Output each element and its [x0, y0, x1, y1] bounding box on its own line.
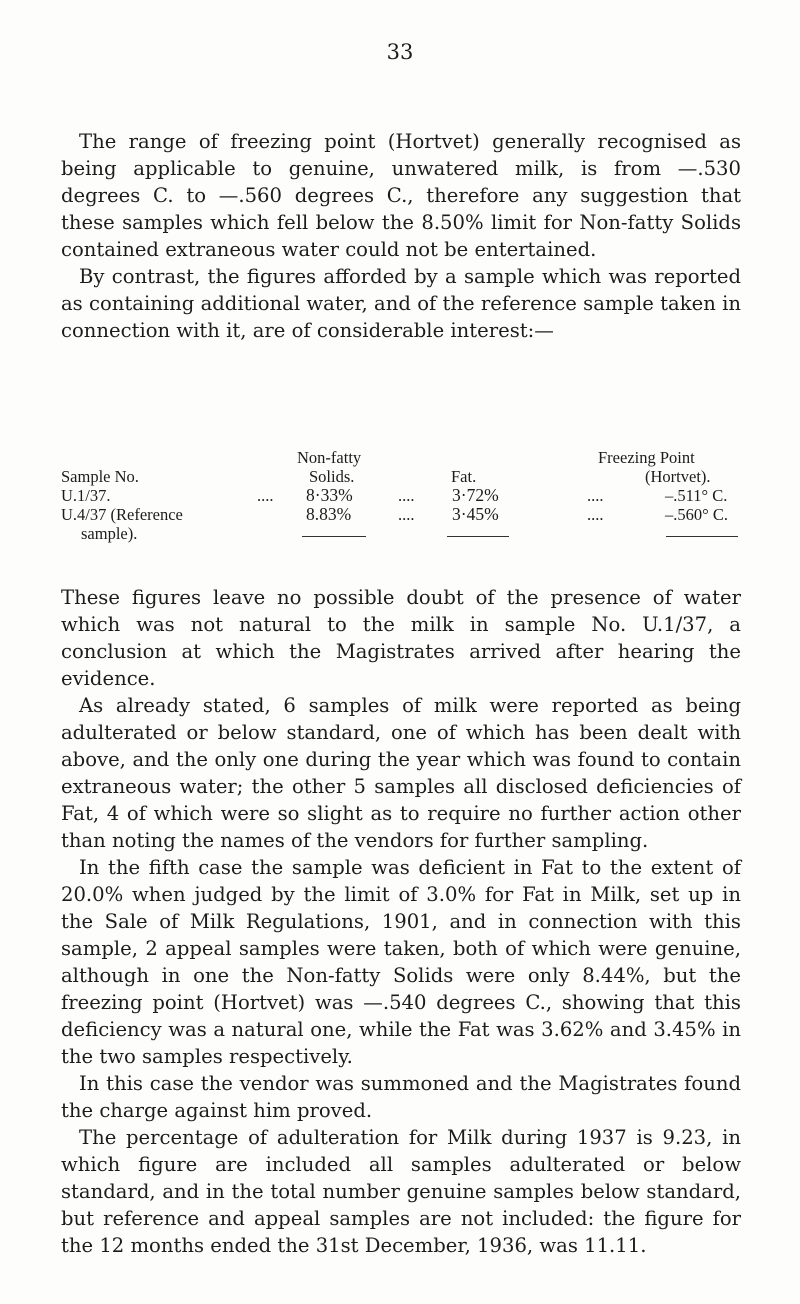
- row2-leader-fat: ....: [398, 505, 415, 524]
- paragraph-fifth-case: In the fifth case the sample was deficient in Fat to the extent of 20.0% when judged by the limit of 3.0% for Fat in Milk, set up in the Sale of Milk Regulations, 1901, and in connection with this sample, 2 appeal samples were taken, both of which were genuine, although in one the Non-fatty Solids were only 8.44%, but the freezing point (Hortvet) was —.540 degrees C., showing that this deficiency was a natural one, while the Fat was 3.62% and 3.45% in the two samples respectively.: [61, 856, 741, 1068]
- row2-freezing: –.560° C.: [665, 505, 728, 524]
- row1-leader-fat: ....: [398, 486, 415, 505]
- row1-sample: U.1/37.: [61, 486, 111, 505]
- paragraph-vendor-summoned: In this case the vendor was summoned and the Magistrates found the charge against him proved.: [61, 1072, 741, 1122]
- main-text: [61, 584, 741, 1259]
- paragraph-percentage: The percentage of adulteration for Milk during 1937 is 9.23, in which figure are included all samples adulterated or below standard, and in the total number genuine samples below standard, but reference and appeal samples are not included: the figure for the 12 months ended the 31st December, 1936, was 11.11.: [61, 1126, 741, 1257]
- row2-sample: U.4/37 (Reference: [61, 505, 183, 524]
- page-number: 33: [386, 40, 414, 64]
- rule-freezing: [666, 536, 738, 537]
- row2-nonfatty: 8.83%: [306, 504, 352, 524]
- header-sample-no: Sample No.: [61, 467, 139, 486]
- paragraph-already-stated: As already stated, 6 samples of milk were reported as being adulterated or below standard, one of which has been dealt with above, and the only one during the year which was found to contain extraneous water; the other 5 samples all disclosed deficiencies of Fat, 4 of which were so slight as to require no further action other than noting the names of the vendors for further sampling.: [61, 694, 741, 852]
- row1-fat: 3·72%: [452, 485, 499, 505]
- paragraph-these-figures: These figures leave no possible doubt of the presence of water which was not natural to the milk in sample No. U.1/37, a conclusion at which the Magistrates arrived after hearing the evidence.: [61, 586, 741, 690]
- sample-table: [61, 448, 743, 588]
- header-nonfatty-line2: Solids.: [309, 467, 355, 486]
- row1-leader-freezing: ....: [587, 486, 604, 505]
- row2-fat: 3·45%: [452, 504, 499, 524]
- paragraph-freezing-range: The range of freezing point (Hortvet) generally recognised as being applicable to genuine, unwatered milk, is from —.530 degrees C. to —.560 degrees C., therefore any suggestion that these samples which fell below the 8.50% limit for Non-fatty Solids contained extraneous water could not be entertained.: [61, 130, 741, 261]
- row1-nonfatty: 8·33%: [306, 485, 353, 505]
- header-nonfatty-line1: Non-fatty: [297, 448, 362, 467]
- intro-text: [61, 128, 741, 344]
- row1-freezing: –.511° C.: [665, 486, 728, 505]
- header-freezing-line1: Freezing Point: [598, 448, 695, 467]
- header-fat: Fat.: [451, 467, 477, 486]
- paragraph-by-contrast: By contrast, the figures afforded by a sample which was reported as containing additional water, and of the reference sample taken in connection with it, are of considerable interest:—: [61, 265, 741, 342]
- rule-fat: [447, 536, 509, 537]
- header-freezing-line2: (Hortvet).: [645, 467, 711, 486]
- row2-sample-cont: sample).: [81, 524, 138, 543]
- row1-leader: ....: [257, 486, 274, 505]
- row2-leader-freezing: ....: [587, 505, 604, 524]
- rule-nonfatty: [302, 536, 366, 537]
